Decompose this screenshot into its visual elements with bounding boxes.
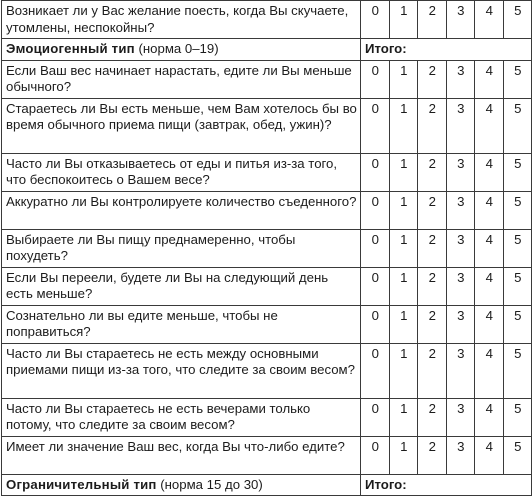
- score-option-2[interactable]: 2: [418, 305, 447, 343]
- question-text: Сознательно ли вы едите меньше, чтобы не поправиться?: [2, 305, 361, 343]
- score-option-3[interactable]: 3: [446, 305, 475, 343]
- score-option-2[interactable]: 2: [418, 436, 447, 474]
- question-row: [2, 229, 532, 267]
- question-row: [2, 343, 532, 398]
- score-option-3[interactable]: 3: [446, 191, 475, 229]
- score-option-0[interactable]: 0: [361, 191, 390, 229]
- score-option-1[interactable]: 1: [389, 98, 418, 153]
- score-option-0[interactable]: 0: [361, 153, 390, 191]
- score-option-1[interactable]: 1: [389, 436, 418, 474]
- score-option-1[interactable]: 1: [389, 398, 418, 436]
- score-option-5[interactable]: 5: [503, 398, 532, 436]
- score-option-4[interactable]: 4: [475, 305, 504, 343]
- score-option-4[interactable]: 4: [475, 191, 504, 229]
- score-option-3[interactable]: 3: [446, 98, 475, 153]
- score-option-4[interactable]: 4: [475, 153, 504, 191]
- subtotal-row: [2, 474, 532, 496]
- score-option-1[interactable]: 1: [389, 305, 418, 343]
- score-option-5[interactable]: 5: [503, 1, 532, 39]
- subtotal-label: [2, 474, 361, 496]
- questionnaire-table: [1, 0, 532, 496]
- question-text: Если Ваш вес начинает нарастать, едите ли Вы меньше обычного?: [2, 60, 361, 98]
- score-option-0[interactable]: 0: [361, 98, 390, 153]
- subtotal-row: [2, 39, 532, 61]
- question-row: [2, 98, 532, 153]
- score-option-3[interactable]: 3: [446, 153, 475, 191]
- score-option-0[interactable]: 0: [361, 229, 390, 267]
- question-row: [2, 305, 532, 343]
- score-option-1[interactable]: 1: [389, 229, 418, 267]
- score-option-0[interactable]: 0: [361, 436, 390, 474]
- question-row: [2, 60, 532, 98]
- score-option-1[interactable]: 1: [389, 191, 418, 229]
- type-title: Ограничительный тип: [6, 476, 157, 492]
- score-option-4[interactable]: 4: [475, 436, 504, 474]
- score-option-5[interactable]: 5: [503, 436, 532, 474]
- score-option-2[interactable]: 2: [418, 267, 447, 305]
- score-option-1[interactable]: 1: [389, 267, 418, 305]
- score-option-5[interactable]: 5: [503, 305, 532, 343]
- score-option-4[interactable]: 4: [475, 1, 504, 39]
- score-option-3[interactable]: 3: [446, 267, 475, 305]
- question-row: [2, 153, 532, 191]
- question-row: [2, 1, 532, 39]
- score-option-3[interactable]: 3: [446, 343, 475, 398]
- score-option-2[interactable]: 2: [418, 191, 447, 229]
- question-text: Если Вы переели, будете ли Вы на следующий день есть меньше?: [2, 267, 361, 305]
- score-option-2[interactable]: 2: [418, 153, 447, 191]
- question-text: Стараетесь ли Вы есть меньше, чем Вам хотелось бы во время обычного приема пищи (завтрак, обед, ужин)?: [2, 98, 361, 153]
- score-option-5[interactable]: 5: [503, 191, 532, 229]
- score-option-1[interactable]: 1: [389, 153, 418, 191]
- score-option-5[interactable]: 5: [503, 60, 532, 98]
- score-option-2[interactable]: 2: [418, 98, 447, 153]
- score-option-1[interactable]: 1: [389, 343, 418, 398]
- subtotal-label: [2, 39, 361, 61]
- score-option-0[interactable]: 0: [361, 398, 390, 436]
- type-norm: (норма 0–19): [134, 41, 219, 56]
- question-text: Часто ли Вы стараетесь не есть между основными приемами пищи из-за того, что следите за своим весом?: [2, 343, 361, 398]
- score-option-5[interactable]: 5: [503, 343, 532, 398]
- question-row: [2, 191, 532, 229]
- score-option-2[interactable]: 2: [418, 229, 447, 267]
- score-option-0[interactable]: 0: [361, 267, 390, 305]
- score-option-4[interactable]: 4: [475, 343, 504, 398]
- question-text: Часто ли Вы отказываетесь от еды и питья из-за того, что беспокоитесь о Вашем весе?: [2, 153, 361, 191]
- questionnaire-body: [2, 1, 532, 496]
- type-norm: (норма 15 до 30): [156, 476, 263, 492]
- score-option-2[interactable]: 2: [418, 1, 447, 39]
- score-option-5[interactable]: 5: [503, 98, 532, 153]
- score-option-3[interactable]: 3: [446, 60, 475, 98]
- question-row: [2, 267, 532, 305]
- score-option-4[interactable]: 4: [475, 229, 504, 267]
- question-text: Возникает ли у Вас желание поесть, когда Вы скучаете, утомлены, неспокойны?: [2, 1, 361, 39]
- total-field[interactable]: Итого:: [361, 474, 532, 496]
- score-option-1[interactable]: 1: [389, 1, 418, 39]
- score-option-0[interactable]: 0: [361, 305, 390, 343]
- score-option-3[interactable]: 3: [446, 436, 475, 474]
- score-option-0[interactable]: 0: [361, 343, 390, 398]
- score-option-0[interactable]: 0: [361, 60, 390, 98]
- score-option-0[interactable]: 0: [361, 1, 390, 39]
- question-text: Часто ли Вы стараетесь не есть вечерами только потому, что следите за своим весом?: [2, 398, 361, 436]
- score-option-4[interactable]: 4: [475, 98, 504, 153]
- score-option-3[interactable]: 3: [446, 229, 475, 267]
- question-text: Имеет ли значение Ваш вес, когда Вы что-либо едите?: [2, 436, 361, 474]
- score-option-2[interactable]: 2: [418, 60, 447, 98]
- total-field[interactable]: Итого:: [361, 39, 532, 61]
- score-option-4[interactable]: 4: [475, 267, 504, 305]
- type-title: Эмоциогенный тип: [6, 41, 135, 56]
- score-option-4[interactable]: 4: [475, 398, 504, 436]
- score-option-5[interactable]: 5: [503, 229, 532, 267]
- score-option-5[interactable]: 5: [503, 153, 532, 191]
- question-row: [2, 398, 532, 436]
- score-option-2[interactable]: 2: [418, 398, 447, 436]
- question-row: [2, 436, 532, 474]
- score-option-3[interactable]: 3: [446, 398, 475, 436]
- score-option-4[interactable]: 4: [475, 60, 504, 98]
- question-text: Выбираете ли Вы пищу преднамеренно, чтобы похудеть?: [2, 229, 361, 267]
- score-option-1[interactable]: 1: [389, 60, 418, 98]
- question-text: Аккуратно ли Вы контролируете количество съеденного?: [2, 191, 361, 229]
- score-option-3[interactable]: 3: [446, 1, 475, 39]
- score-option-2[interactable]: 2: [418, 343, 447, 398]
- score-option-5[interactable]: 5: [503, 267, 532, 305]
